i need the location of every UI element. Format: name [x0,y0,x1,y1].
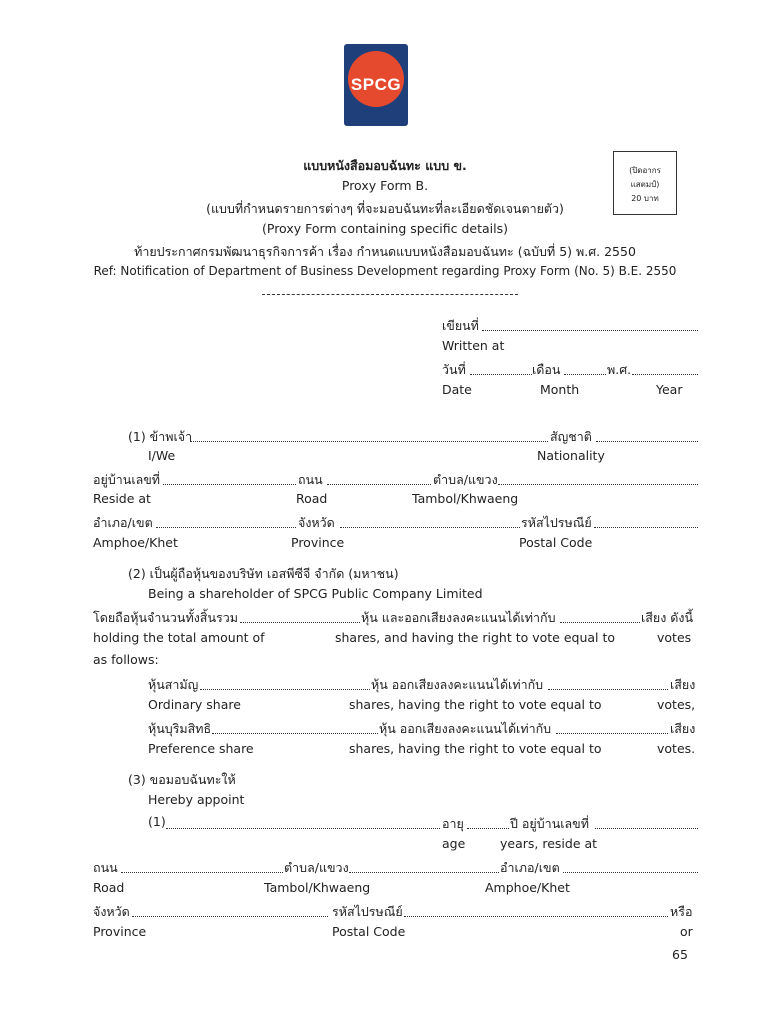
amphoe-label-th: อำเภอ/เขต [93,515,153,530]
ordinary-vote-label-th: หุ้น ออกเสียงลงคะแนนได้เท่ากับ [371,677,544,692]
postal-label-th: รหัสไปรษณีย์ [521,515,592,530]
subtitle-english: (Proxy Form containing specific details) [262,221,508,236]
age-label-en: age [442,836,466,851]
title-english: Proxy Form B. [341,178,429,193]
postal-field[interactable] [594,527,698,528]
proxy-address-field[interactable] [595,828,698,829]
year-label-en: Year [656,382,683,397]
road-field[interactable] [327,484,431,485]
proxy-road-field[interactable] [121,872,283,873]
appoint-label-th: (3) ขอมอบฉันทะให้ [128,772,236,787]
month-label-en: Month [540,382,580,397]
proxy-name-field[interactable] [166,828,440,829]
page-number: 65 [672,947,688,962]
ordinary-label-en: Ordinary share [148,697,241,712]
years-label-th: ปี อยู่บ้านเลขที่ [510,816,589,831]
as-follows-label: as follows: [93,652,159,667]
preference-shares-field[interactable] [212,733,378,734]
ordinary-votes-label-th: เสียง [670,677,696,692]
date-field[interactable] [470,374,532,375]
proxy-amphoe-field[interactable] [563,872,698,873]
preference-votes-label-en: votes. [657,741,696,756]
logo-circle [348,51,404,107]
shareholder-label-th: (2) เป็นผู้ถือหุ้นของบริษัท เอสพีซีจี จำกัด (มหาชน) [128,566,399,581]
proxy-road-label-en: Road [93,880,125,895]
iwe-label-th: (1) ข้าพเจ้า [128,429,193,444]
ordinary-vote-label-en: shares, having the right to vote equal to [349,697,602,712]
proxy-tambol-label-th: ตำบล/แขวง [284,860,349,875]
total-shares-field[interactable] [240,622,360,623]
preference-vote-label-th: หุ้น ออกเสียงลงคะแนนได้เท่ากับ [379,721,552,736]
proxy-province-label-en: Province [93,924,147,939]
tambol-field[interactable] [498,484,698,485]
subtitle-thai: (แบบที่กำหนดรายการต่างๆ ที่จะมอบฉันทะที่ละเอียดชัดเจนตายตัว) [206,201,564,216]
proxy-tambol-field[interactable] [349,872,499,873]
nationality-field[interactable] [596,441,698,442]
or-label-th: หรือ [670,904,693,919]
date-label-th: วันที่ [442,362,466,377]
header-divider [262,294,518,295]
reference-english: Ref: Notification of Department of Business Development regarding Proxy Form (No. 5) B.E. 2550 [93,264,677,278]
province-label-en: Province [291,535,345,550]
votes-label-en: votes [657,630,692,645]
shareholder-label-en: Being a shareholder of SPCG Public Company Limited [148,586,483,601]
amphoe-field[interactable] [156,527,296,528]
reside-field[interactable] [163,484,296,485]
proxy-item-1: (1) [148,814,166,829]
or-label-en: or [680,924,693,939]
years-label-en: years, reside at [500,836,598,851]
month-label-th: เดือน [532,362,561,377]
appoint-label-en: Hereby appoint [148,792,245,807]
year-field[interactable] [632,374,698,375]
reside-label-en: Reside at [93,491,151,506]
iwe-label-en: I/We [148,448,176,463]
year-label-th: พ.ศ. [607,362,632,377]
preference-vote-label-en: shares, having the right to vote equal to [349,741,602,756]
month-field[interactable] [564,374,606,375]
ordinary-votes-field[interactable] [548,689,668,690]
shares-label-th: หุ้น และออกเสียงลงคะแนนได้เท่ากับ [361,610,556,625]
preference-votes-label-th: เสียง [670,721,696,736]
stamp-line-1: (ปิดอากร [629,166,661,175]
amphoe-label-en: Amphoe/Khet [93,535,178,550]
proxy-postal-label-th: รหัสไปรษณีย์ [332,904,403,919]
written-at-field[interactable] [482,330,698,331]
proxy-amphoe-label-en: Amphoe/Khet [485,880,570,895]
proxy-province-field[interactable] [132,916,328,917]
proxy-postal-field[interactable] [404,916,668,917]
reference-thai: ท้ายประกาศกรมพัฒนาธุรกิจการค้า เรื่อง กำหนดแบบหนังสือมอบฉันทะ (ฉบับที่ 5) พ.ศ. 2550 [134,244,636,259]
nationality-label-en: Nationality [537,448,605,463]
written-at-label-th: เขียนที่ [442,318,479,333]
logo-text: SPCG [350,75,402,94]
ordinary-shares-field[interactable] [200,689,370,690]
road-label-th: ถนน [298,472,323,487]
stamp-line-3: 20 บาท [631,194,659,203]
tambol-label-en: Tambol/Khwaeng [412,491,519,506]
stamp-line-2: แสตมป์) [630,180,660,189]
proxy-road-label-th: ถนน [93,860,118,875]
nationality-label-th: สัญชาติ [550,429,592,444]
age-field[interactable] [467,828,509,829]
road-label-en: Road [296,491,328,506]
proxy-amphoe-label-th: อำเภอ/เขต [500,860,560,875]
proxy-province-label-th: จังหวัด [93,904,130,919]
spcg-logo [344,44,408,126]
province-label-th: จังหวัด [298,515,335,530]
province-field[interactable] [340,527,520,528]
holding-label-en: holding the total amount of [93,630,265,645]
written-at-label-en: Written at [442,338,505,353]
shares-label-en: shares, and having the right to vote equal to [335,630,616,645]
votes-label-th: เสียง ดังนี้ [641,610,694,625]
reside-label-th: อยู่บ้านเลขที่ [93,472,161,487]
total-votes-field[interactable] [560,622,640,623]
proxy-tambol-label-en: Tambol/Khwaeng [264,880,371,895]
proxy-postal-label-en: Postal Code [332,924,406,939]
holding-label-th: โดยถือหุ้นจำนวนทั้งสิ้นรวม [93,610,238,625]
preference-votes-field[interactable] [556,733,668,734]
postal-label-en: Postal Code [519,535,593,550]
name-field[interactable] [190,441,548,442]
title-thai: แบบหนังสือมอบฉันทะ แบบ ข. [303,158,467,173]
tambol-label-th: ตำบล/แขวง [433,472,498,487]
preference-label-en: Preference share [148,741,254,756]
preference-label-th: หุ้นบุริมสิทธิ [148,721,212,736]
date-label-en: Date [442,382,472,397]
ordinary-label-th: หุ้นสามัญ [148,677,199,692]
age-label-th: อายุ [442,816,464,831]
ordinary-votes-label-en: votes, [657,697,696,712]
